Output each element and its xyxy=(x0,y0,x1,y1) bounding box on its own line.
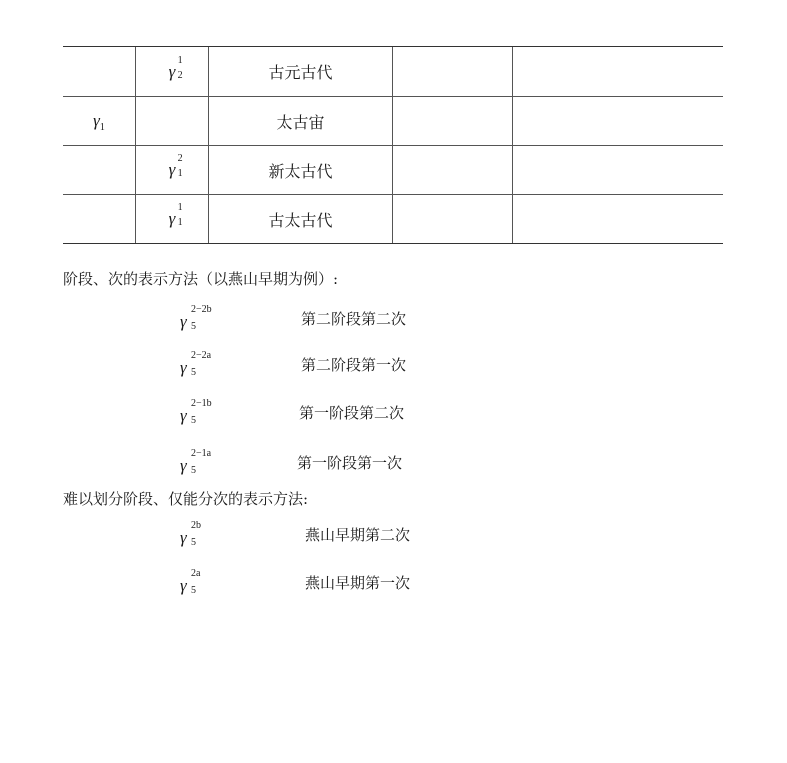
symbol xyxy=(93,111,105,131)
formula-description: 第二阶段第一次 xyxy=(301,356,407,374)
symbol-cell xyxy=(136,47,209,96)
formula-description: 第一阶段第一次 xyxy=(297,454,403,472)
symbol-sub: 5 xyxy=(191,537,196,548)
symbol-base: γ xyxy=(180,528,187,547)
symbol-sup: 2−1b xyxy=(191,398,212,409)
table-row xyxy=(63,47,723,96)
symbol xyxy=(168,54,183,82)
symbol-sub: 5 xyxy=(191,465,196,476)
symbol-base: γ xyxy=(168,61,176,81)
symbol-sup: 1 xyxy=(177,54,183,66)
symbol-base: γ xyxy=(180,406,187,425)
era-cell: 古太古代 xyxy=(209,195,393,243)
era-cell: 太古宙 xyxy=(209,97,393,145)
symbol-base: γ xyxy=(168,209,176,228)
section2-heading: 难以划分阶段、仅能分次的表示方法: xyxy=(63,490,309,508)
table-cell xyxy=(393,195,513,243)
symbol-sub: 5 xyxy=(191,585,196,596)
formula-symbol xyxy=(180,398,240,428)
symbol-sub: 1 xyxy=(177,168,183,179)
table-row xyxy=(63,96,723,145)
formula-symbol xyxy=(180,520,240,550)
table-cell xyxy=(513,47,723,96)
era-cell: 古元古代 xyxy=(209,47,393,96)
table-cell xyxy=(513,146,723,194)
symbol-base: γ xyxy=(180,456,187,475)
symbol xyxy=(168,153,183,180)
symbol-base: γ xyxy=(180,312,187,331)
symbol-cell xyxy=(63,97,136,145)
symbol-sup: 2 xyxy=(177,153,183,164)
symbol-sup: 2b xyxy=(191,520,201,531)
symbol-sup: 2−2a xyxy=(191,350,212,361)
table-cell xyxy=(393,97,513,145)
symbol-cell xyxy=(136,195,209,243)
formula-item xyxy=(180,350,240,384)
symbol-sub: 5 xyxy=(191,321,196,332)
formula-description: 第一阶段第二次 xyxy=(299,404,405,422)
symbol-sub: 5 xyxy=(191,367,196,378)
table-cell xyxy=(136,97,209,145)
table-row xyxy=(63,194,723,243)
table-cell xyxy=(393,47,513,96)
table-cell xyxy=(393,146,513,194)
formula-description: 燕山早期第二次 xyxy=(305,526,411,544)
formula-description: 第二阶段第二次 xyxy=(301,310,407,328)
formula-item xyxy=(180,520,240,554)
stratigraphy-table xyxy=(63,46,723,244)
symbol-sup: 1 xyxy=(177,202,183,213)
symbol-base: γ xyxy=(168,160,176,179)
table-cell xyxy=(63,146,136,194)
symbol-sub: 5 xyxy=(191,415,196,426)
symbol-base: γ xyxy=(180,576,187,595)
symbol-base: γ xyxy=(93,111,100,130)
symbol-sub: 1 xyxy=(99,122,105,133)
symbol-sub: 2 xyxy=(177,69,183,81)
symbol-base: γ xyxy=(180,358,187,377)
formula-description: 燕山早期第一次 xyxy=(305,574,411,592)
formula-symbol xyxy=(180,448,240,478)
table-cell xyxy=(63,195,136,243)
table-cell xyxy=(513,195,723,243)
formula-item xyxy=(180,448,240,482)
symbol-sup: 2−1a xyxy=(191,448,212,459)
symbol-cell xyxy=(136,146,209,194)
formula-item xyxy=(180,398,240,432)
formula-symbol xyxy=(180,350,240,380)
era-cell: 新太古代 xyxy=(209,146,393,194)
table-cell xyxy=(63,47,136,96)
table-cell xyxy=(513,97,723,145)
section1-heading: 阶段、次的表示方法（以燕山早期为例）: xyxy=(63,270,339,288)
formula-symbol xyxy=(180,568,240,598)
formula-item xyxy=(180,568,240,602)
formula-symbol xyxy=(180,304,240,334)
symbol-sub: 1 xyxy=(177,217,183,228)
table-row xyxy=(63,145,723,194)
symbol-sup: 2−2b xyxy=(191,304,212,315)
symbol xyxy=(168,202,183,229)
formula-item xyxy=(180,304,240,338)
symbol-sup: 2a xyxy=(191,568,201,579)
